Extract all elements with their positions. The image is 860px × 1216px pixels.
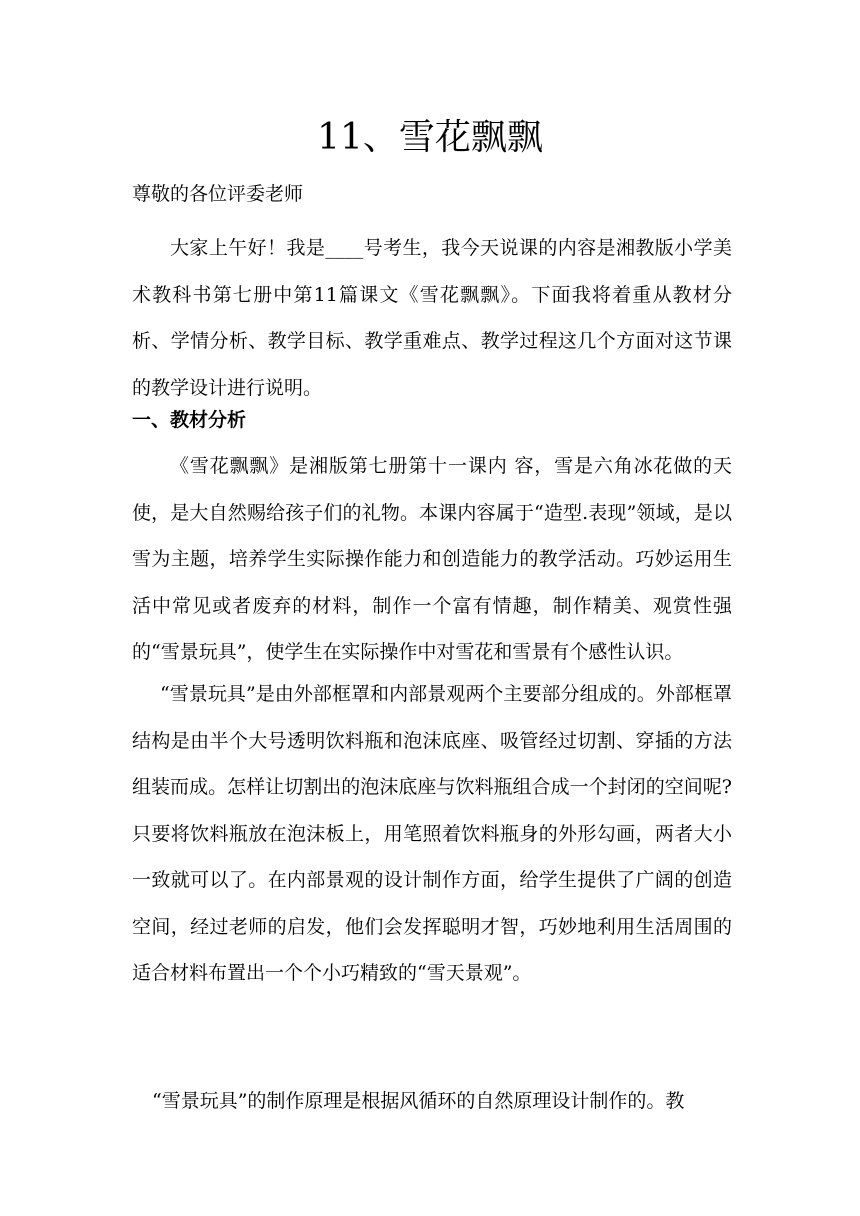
greeting-line: 尊敬的各位评委老师	[132, 183, 304, 205]
body-paragraph: “雪景玩具”的制作原理是根据风循环的自然原理设计制作的。教	[152, 1090, 685, 1112]
section-heading-textbook-analysis: 一、教材分析	[132, 409, 247, 431]
page-title: 11、雪花飘飘	[317, 117, 543, 158]
body-paragraph: 《雪花飘飘》是湘版第七册第十一课内 容，雪是六角冰花做的天使，是大自然赐给孩子们的礼物。本课内容属于“造型.表现”领域，是以雪为主题，培养学生实际操作能力和创造能力的教学活动。巧妙运用生 活中常见或者废弃的材料，制作一个富有情趣，制作精美、观赏性强的“雪景玩具”，使学生在实际操作中对雪花和雪景有个感性认识。	[132, 455, 732, 663]
intro-paragraph: 大家上午好！我是____号考生，我今天说课的内容是湘教版小学美术教科书第七册中第11篇课文《雪花飘飘》。下面我将着重从教材分析、学情分析、教学目标、教学重难点、教学过程这几个方面对这节课的教学设计进行说明。	[132, 237, 732, 399]
body-paragraph: “雪景玩具”是由外部框罩和内部景观两个主要部分组成的。外部框罩结构是由半个大号透明饮料瓶和泡沫底座、吸管经过切割、穿插的方法组装而成。怎样让切割出的泡沫底座与饮料瓶组合成一个封闭的空间呢?只要将饮料瓶放在泡沫板上，用笔照着饮料瓶身的外形勾画，两者大小一致就可以了。在内部景观的设计制作方面，给学生提供了广阔的创造空间，经过老师的启发，他们会发挥聪明才智，巧妙地利用生活周围的适合材料布置出一个个小巧精致的“雪天景观”。	[132, 683, 732, 984]
